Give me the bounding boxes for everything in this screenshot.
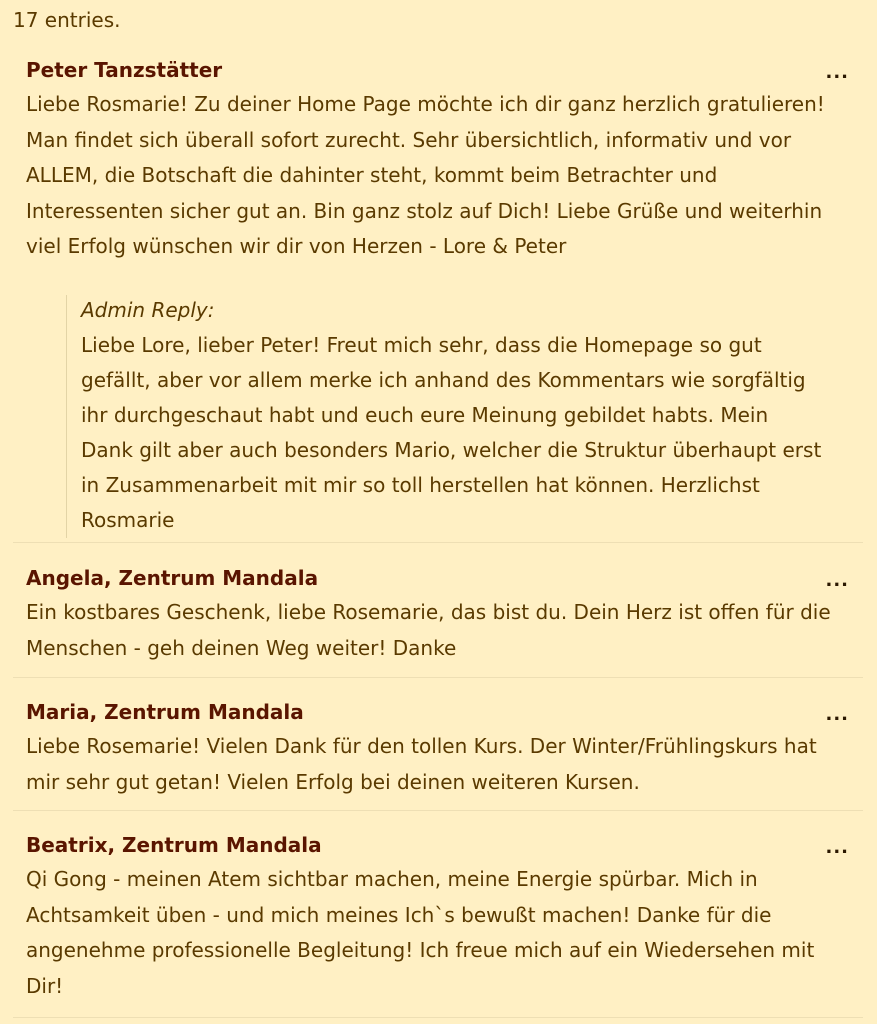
entry-divider <box>13 810 863 811</box>
entry-text: Liebe Rosemarie! Vielen Dank für den tollen Kurs. Der Winter/Frühlingskurs hat mir sehr gut getan! Vielen Erfolg bei deinen weiteren Kursen. <box>26 734 817 794</box>
entry-divider <box>13 542 863 543</box>
entry-more-button[interactable]: ... <box>825 837 849 858</box>
entries-count: 17 entries. <box>13 8 121 32</box>
admin-reply-label: Admin Reply: <box>81 297 215 322</box>
entry-author: Beatrix, Zentrum Mandala <box>26 833 322 857</box>
entry-text: Liebe Rosmarie! Zu deiner Home Page möchte ich dir ganz herzlich gratulieren! Man findet sich überall sofort zurecht. Sehr übersichtlich, informativ und vor ALLEM, die Botschaft die dahinter steht, kommt beim Betrachter und Interessenten sicher gut an. Bin ganz stolz auf Dich! Liebe Grüße und weiterhin viel Erfolg wünschen wir dir von Herzen - Lore & Peter <box>26 92 825 258</box>
entry-more-button[interactable]: ... <box>825 704 849 725</box>
guestbook-entry <box>13 565 863 678</box>
entry-more-button[interactable]: ... <box>825 62 849 83</box>
admin-reply-text: Liebe Lore, lieber Peter! Freut mich sehr, dass die Homepage so gut gefällt, aber vor allem merke ich anhand des Kommentars wie sorgfältig ihr durchgeschaut habt und euch eure Meinung gebildet habts. Mein Dank gilt aber auch besonders Mario, welcher die Struktur überhaupt erst in Zusammenarbeit mit mir so toll herstellen hat können. Herzlichst Rosmarie <box>81 332 822 532</box>
guestbook-entry <box>13 699 863 811</box>
entry-text: Ein kostbares Geschenk, liebe Rosemarie, das bist du. Dein Herz ist offen für die Menschen - geh deinen Weg weiter! Danke <box>26 600 831 660</box>
entry-author: Maria, Zentrum Mandala <box>26 700 304 724</box>
entry-divider <box>13 1017 863 1018</box>
guestbook-entry <box>13 832 863 1018</box>
guestbook-entry <box>13 57 863 543</box>
entry-divider <box>13 677 863 678</box>
entry-text: Qi Gong - meinen Atem sichtbar machen, meine Energie spürbar. Mich in Achtsamkeit üben - und mich meines Ich`s bewußt machen! Danke für die angenehme professionelle Begleitung! Ich freue mich auf ein Wiedersehen mit Dir! <box>26 867 815 998</box>
entry-more-button[interactable]: ... <box>825 570 849 591</box>
entry-author: Angela, Zentrum Mandala <box>26 566 319 590</box>
entry-author: Peter Tanzstätter <box>26 58 223 82</box>
admin-reply <box>66 295 849 538</box>
